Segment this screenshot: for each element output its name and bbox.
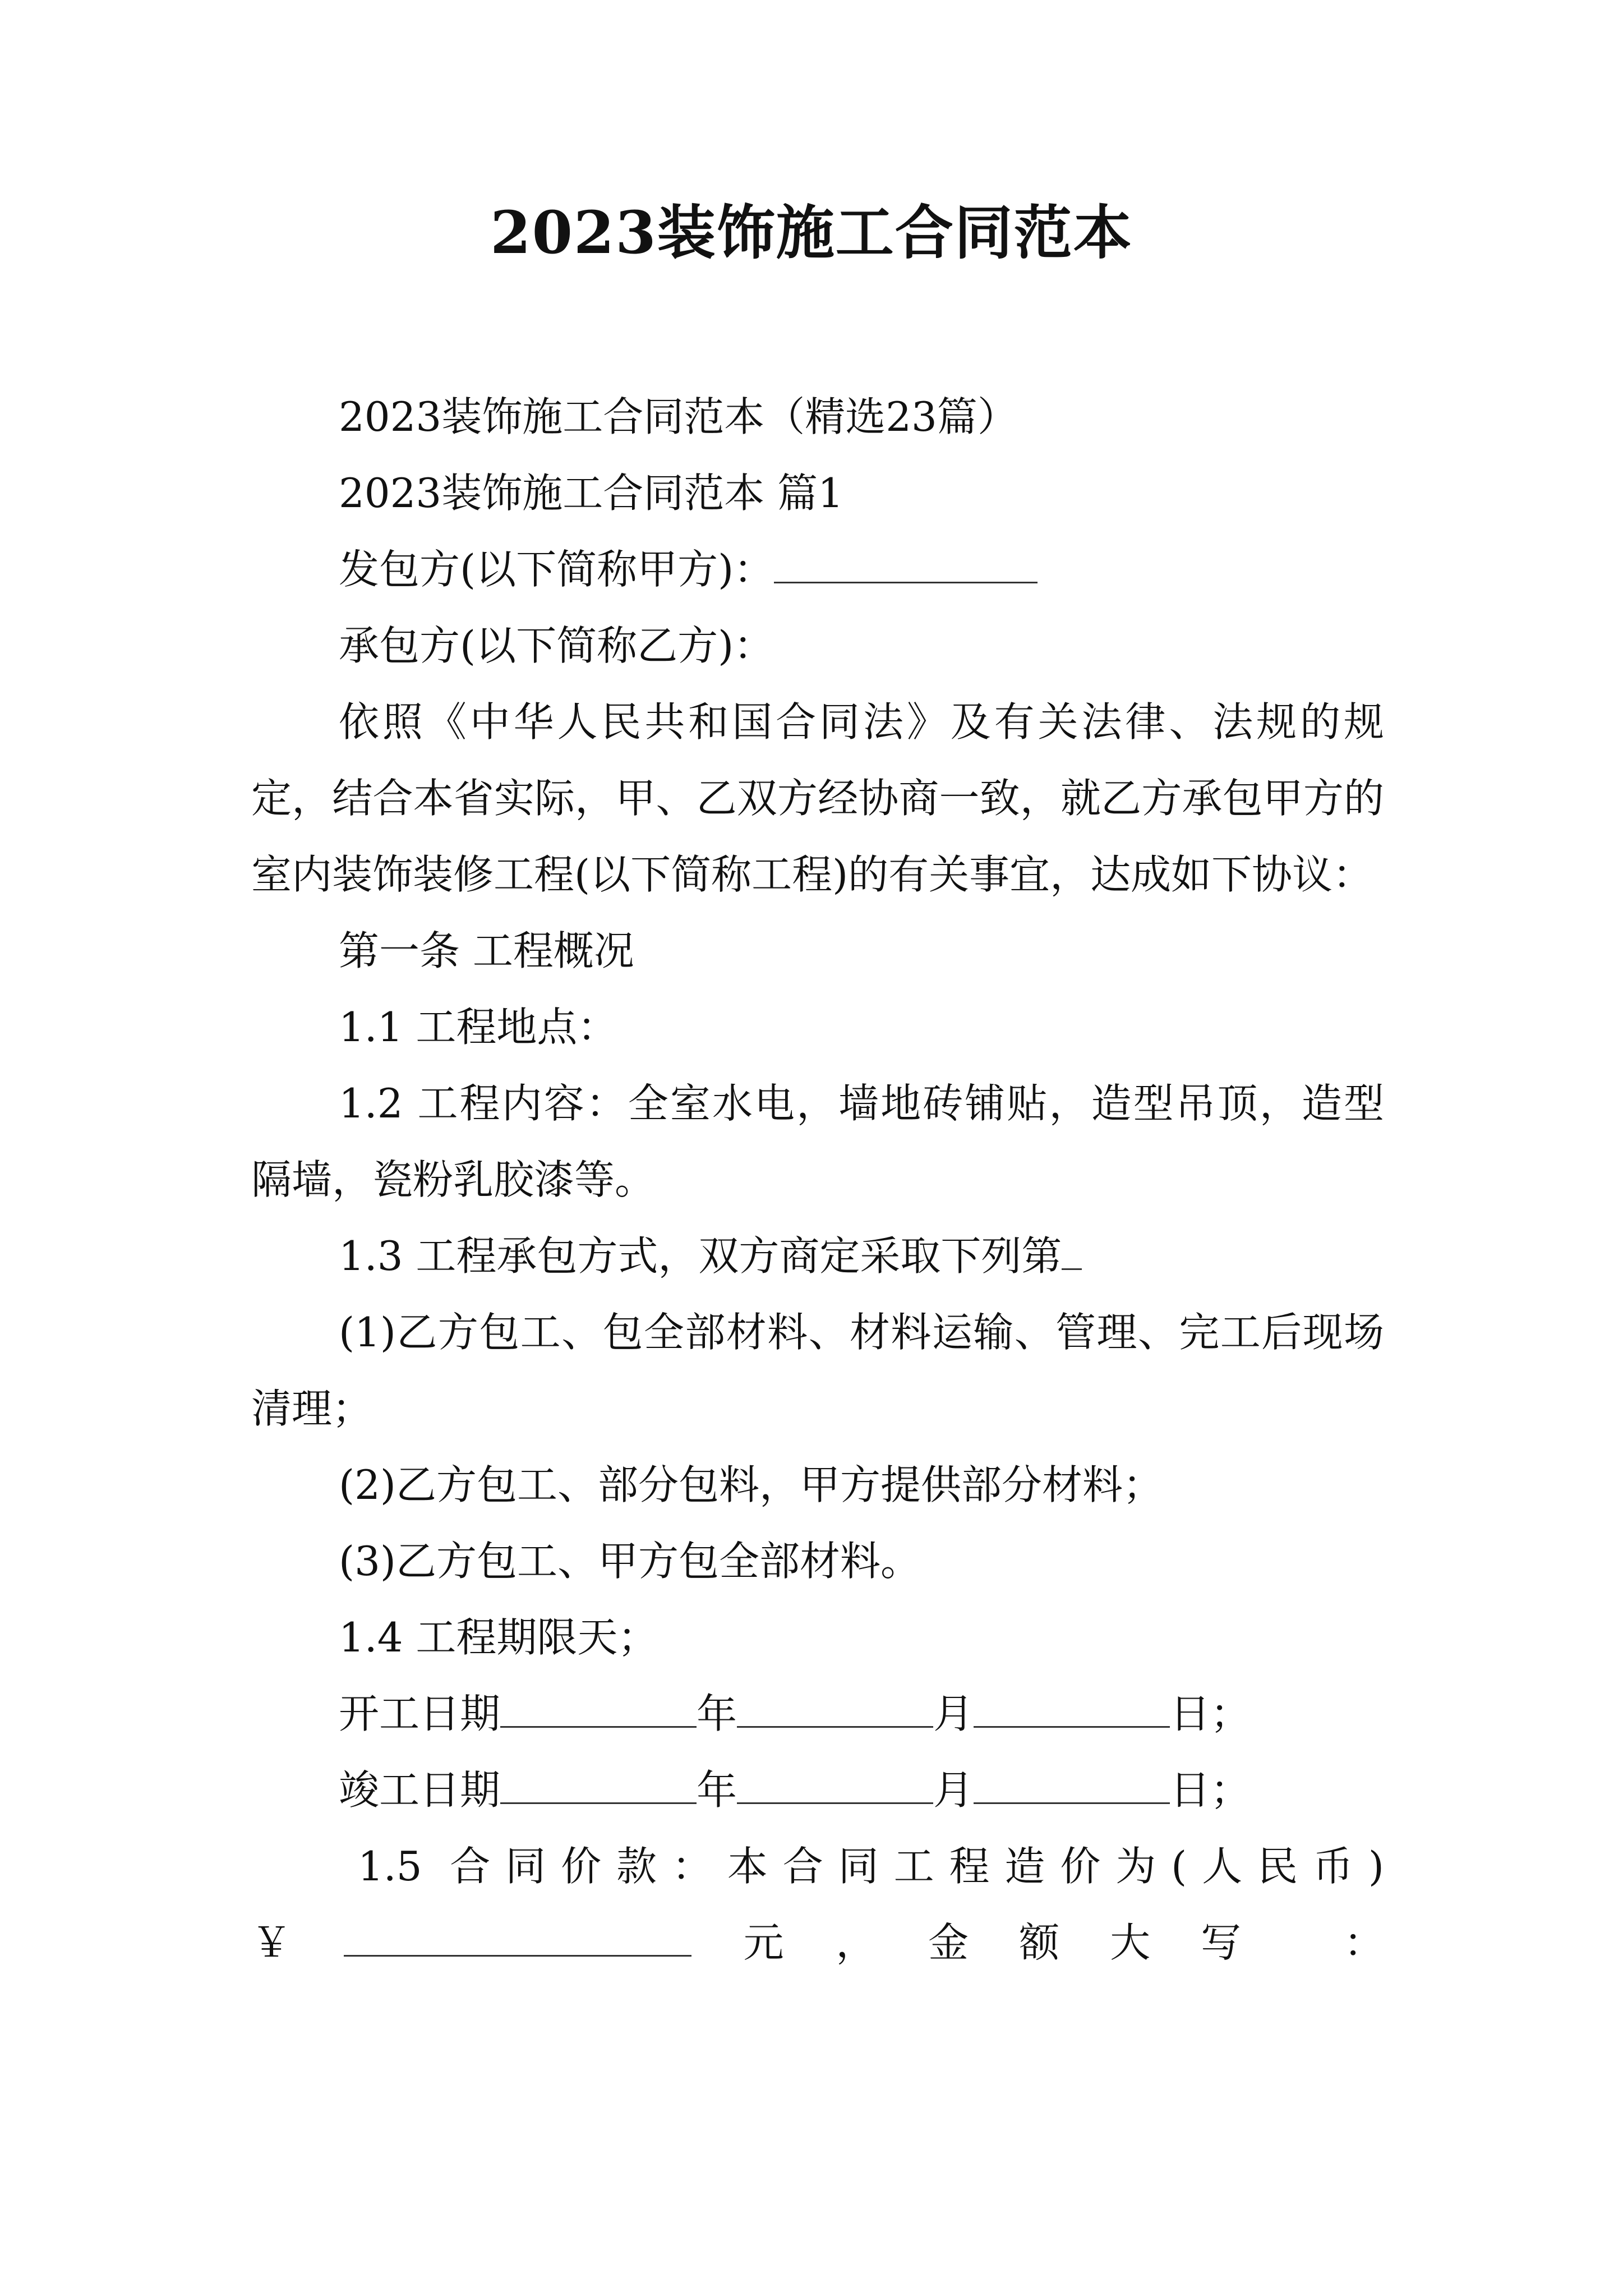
start-day-blank [974,1692,1170,1728]
option-1: (1)乙方包工、包全部材料、材料运输、管理、完工后现场清理； [251,1309,1384,1432]
item-1-3-blank [1062,1235,1082,1270]
start-date-label: 开工日期 [339,1690,501,1737]
subtitle: 2023装饰施工合同范本（精选23篇） [339,393,1018,440]
item-1-3: 1.3 工程承包方式，双方商定采取下列第 [339,1232,1062,1280]
party-a-label: 发包方(以下简称甲方)： [339,546,774,593]
party-a-blank [774,548,1038,583]
end-year-blank [500,1769,697,1804]
item-1-1: 1.1 工程地点： [339,1004,618,1051]
document-body [251,379,1384,1981]
amount-line [251,1904,1384,1981]
start-day-label: 日； [1170,1690,1251,1737]
amount-blank [344,1921,691,1957]
item-1-4: 1.4 工程期限天； [339,1614,658,1661]
amount-words-label: 金额大写 [928,1919,1292,1966]
document-title: 2023装饰施工合同范本 [490,198,1133,267]
article1-heading: 第一条 工程概况 [339,927,634,974]
comma: ， [836,1919,877,1966]
start-year-blank [500,1692,697,1728]
option-3: (3)乙方包工、甲方包全部材料。 [339,1538,921,1585]
start-month-label: 月 [933,1690,974,1737]
end-year-label: 年 [697,1766,737,1814]
party-a-line [251,531,1384,608]
end-date-line [251,1752,1384,1828]
start-month-blank [737,1692,933,1728]
colon: ： [1343,1919,1384,1966]
end-day-label: 日； [1170,1766,1251,1814]
party-b-label: 承包方(以下简称乙方)： [339,622,774,669]
end-date-label: 竣工日期 [339,1766,501,1814]
option-2: (2)乙方包工、部分包料，甲方提供部分材料； [339,1461,1163,1508]
end-month-blank [737,1769,933,1804]
start-date-line [251,1676,1384,1752]
part-heading: 2023装饰施工合同范本 篇1 [339,470,843,517]
yuan-label: 元 [743,1919,784,1966]
item-1-5: 1.5 合同价款：本合同工程造价为(人民币) [358,1843,1384,1890]
item-1-3-line [251,1218,1384,1294]
end-day-blank [974,1769,1170,1804]
preamble-paragraph: 依照《中华人民共和国合同法》及有关法律、法规的规定，结合本省实际，甲、乙双方经协商一致，就乙方承包甲方的室内装饰装修工程(以下简称工程)的有关事宜，达成如下协议： [251,698,1384,898]
end-month-label: 月 [933,1766,974,1814]
item-1-2: 1.2 工程内容：全室水电，墙地砖铺贴，造型吊顶，造型隔墙，瓷粉乳胶漆等。 [251,1080,1384,1203]
currency-symbol: ￥ [251,1919,292,1966]
start-year-label: 年 [697,1690,737,1737]
